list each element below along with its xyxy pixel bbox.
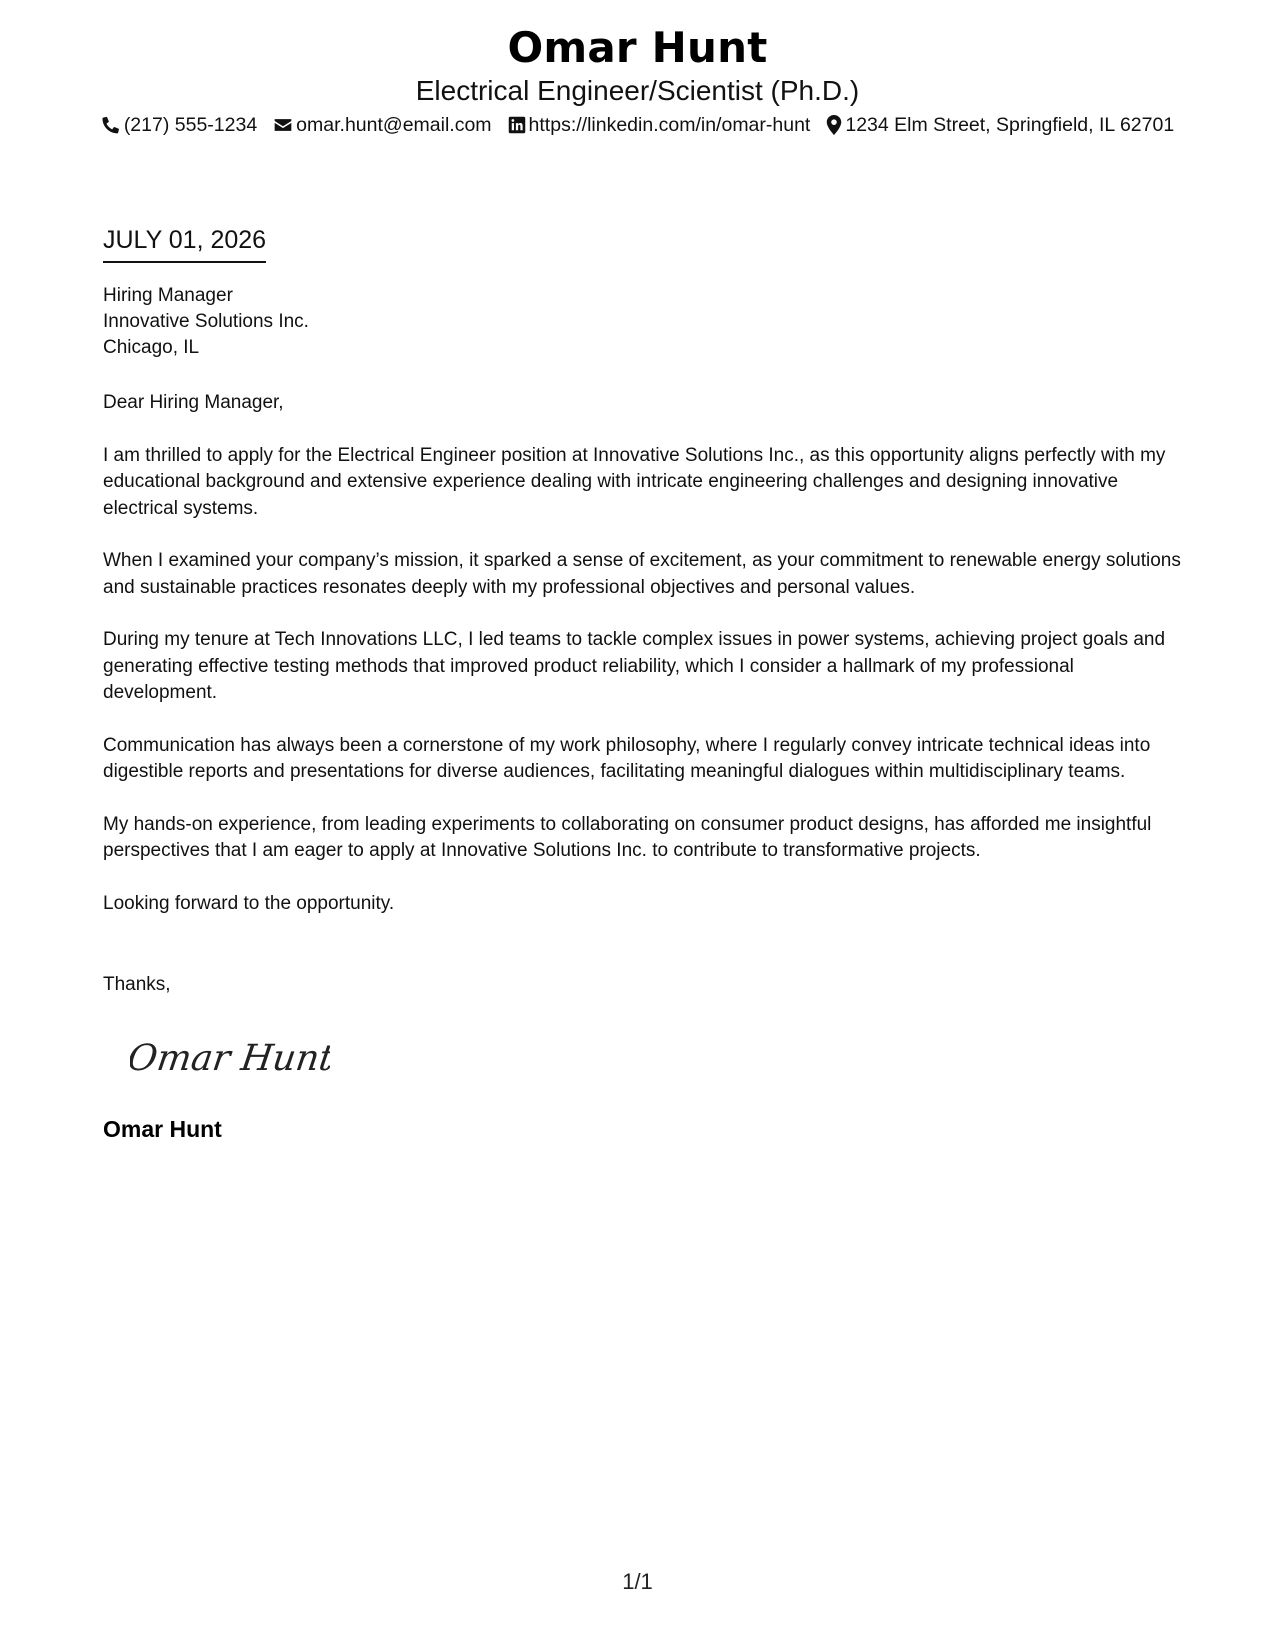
closing: Thanks,	[103, 974, 171, 995]
body-paragraph: Looking forward to the opportunity.	[103, 892, 395, 914]
applicant-title: Electrical Engineer/Scientist (Ph.D.)	[415, 75, 860, 106]
contact-phone	[101, 112, 257, 138]
recipient-location: Chicago, IL	[103, 337, 200, 358]
linkedin-text[interactable]: https://linkedin.com/in/omar-hunt	[528, 114, 811, 136]
recipient-company: Innovative Solutions Inc.	[103, 311, 309, 332]
signed-name: Omar Hunt	[103, 1116, 222, 1142]
linkedin-icon	[508, 116, 526, 134]
body-paragraph: My hands-on experience, from leading experiments to collaborating on consumer product designs, has afforded me insightful perspectives that I am eager to apply at Innovative Solutions Inc. to contribute to transformative projects.	[103, 813, 1152, 861]
letter-body	[103, 390, 1183, 943]
recipient-block	[103, 283, 309, 361]
svg-text:Omar Hunt: Omar Hunt	[130, 1036, 330, 1079]
map-pin-icon	[826, 115, 842, 135]
letter-date: JULY 01, 2026	[103, 224, 266, 263]
applicant-name: Omar Hunt	[507, 23, 768, 72]
phone-text: (217) 555-1234	[123, 114, 258, 136]
contact-email[interactable]	[273, 112, 491, 138]
email-text[interactable]: omar.hunt@email.com	[296, 114, 492, 136]
body-paragraph: When I examined your company’s mission, it sparked a sense of excitement, as your commitment to renewable energy solutions and sustainable practices resonates deeply with my professional objectives and personal values.	[103, 550, 1181, 598]
contact-bar	[0, 112, 1275, 138]
body-paragraph: Communication has always been a cornerstone of my work philosophy, where I regularly convey intricate technical ideas into digestible reports and presentations for diverse audiences, facilitating meaningful dialogues within multidisciplinary teams.	[103, 734, 1151, 782]
body-paragraph: During my tenure at Tech Innovations LLC, I led teams to tackle complex issues in power systems, achieving project goals and generating effective testing methods that improved product reliability, which I consider a hallmark of my professional development.	[103, 629, 1166, 703]
handwritten-signature	[130, 1028, 330, 1093]
body-paragraph: I am thrilled to apply for the Electrical Engineer position at Innovative Solutions Inc., as this opportunity aligns perfectly with my educational background and extensive experience dealing with intricate engineering challenges and designing innovative electrical systems.	[103, 444, 1166, 519]
recipient-role: Hiring Manager	[103, 285, 233, 306]
letter-header	[0, 22, 1275, 108]
contact-address	[826, 112, 1174, 138]
envelope-icon	[273, 115, 293, 135]
phone-icon	[101, 115, 121, 135]
address-text: 1234 Elm Street, Springfield, IL 62701	[845, 114, 1175, 136]
contact-linkedin[interactable]	[508, 112, 811, 138]
page-number: 1/1	[622, 1569, 653, 1594]
salutation: Dear Hiring Manager,	[103, 392, 284, 413]
